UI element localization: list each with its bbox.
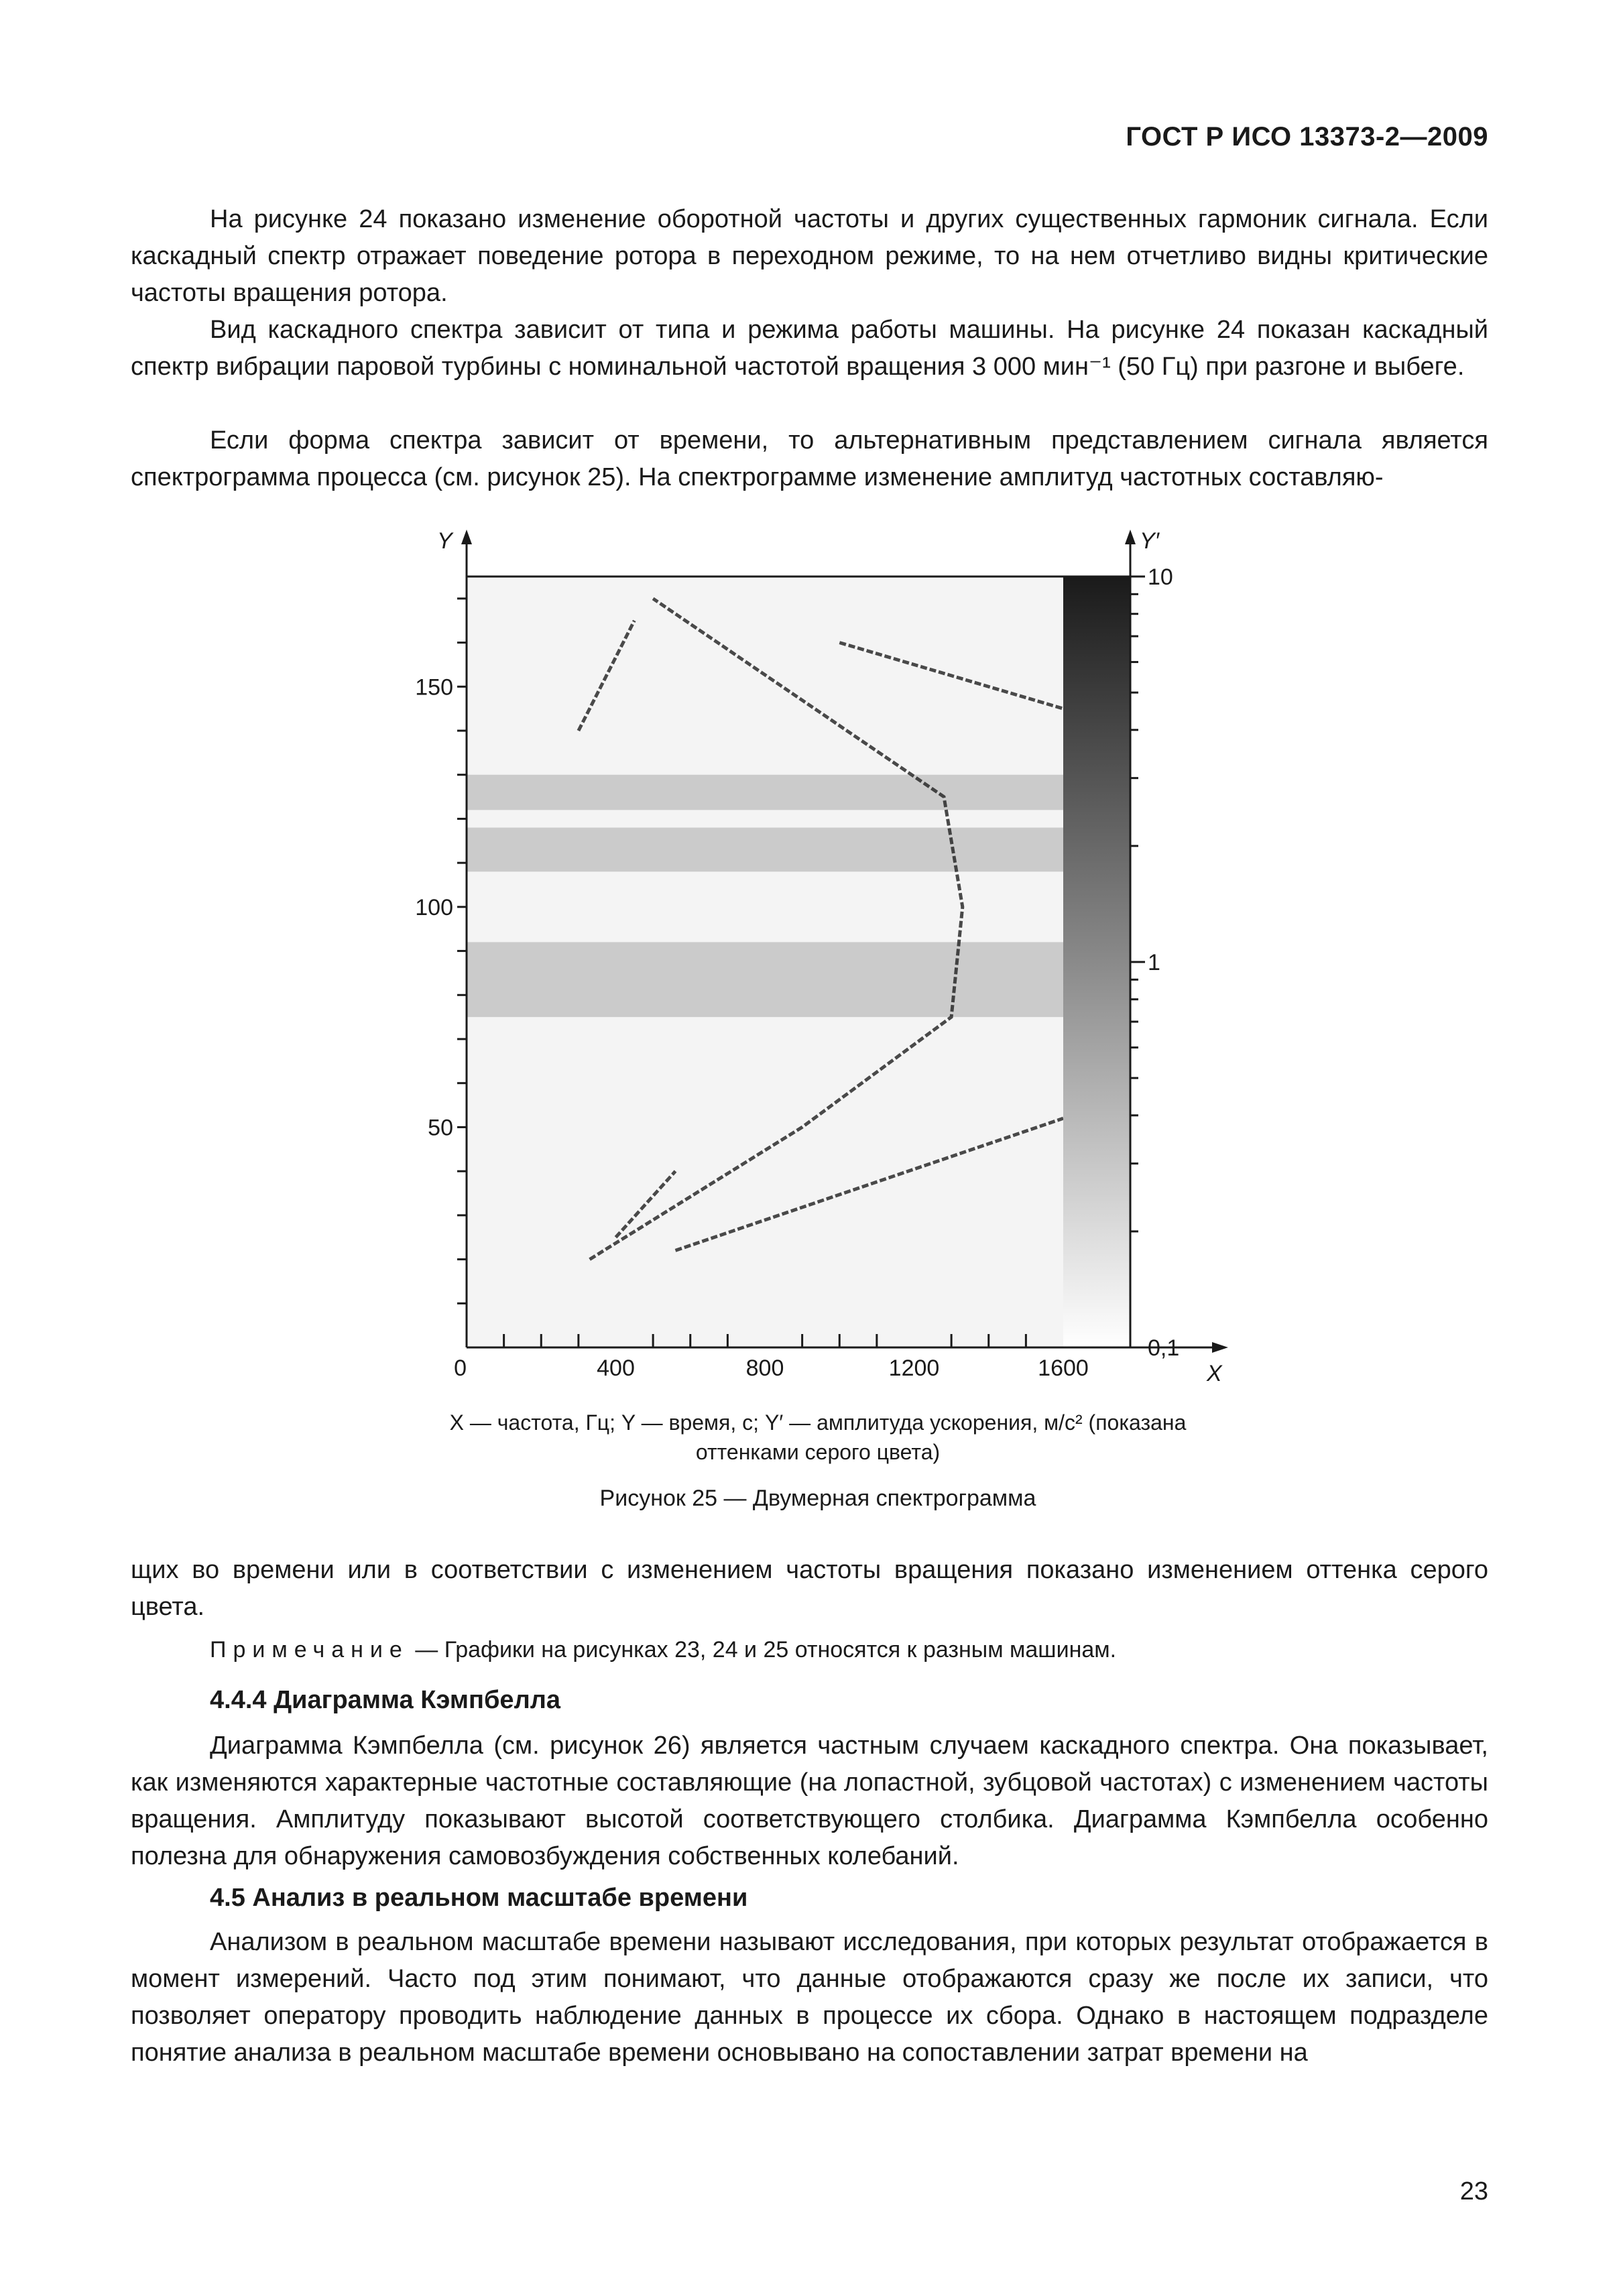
x-axis-name: X: [1207, 1361, 1222, 1386]
colorbar-tick-label: 10: [1148, 564, 1173, 590]
y-tick-label: 150: [415, 674, 453, 701]
section-heading-444: 4.4.4 Диаграмма Кэмпбелла: [210, 1686, 560, 1714]
paragraph-2: Вид каскадного спектра зависит от типа и режима работы машины. На рисунке 24 показан каскадный спектр вибрации паровой турбины с номинальной частотой вращения 3 000 мин⁻¹ (50 Гц) при разгоне и выбеге.: [131, 316, 1488, 381]
note: [210, 1637, 1116, 1663]
section-45-text: Анализом в реальном масштабе времени называют исследования, при которых результат отображается в момент измерений. Часто под этим понимают, что данные отображаются сразу же после их записи, что позволяет оператору проводить наблюдение данных в процессе их сбора. Однако в настоящем подразделе понятие анализа в реальном масштабе времени основывано на сопоставлении затрат времени на: [131, 1928, 1488, 2067]
paragraph-3: Если форма спектра зависит от времени, то альтернативным представлением сигнала является спектрограмма процесса (см. рисунок 25). На спектрограмме изменение амплитуд частотных составляю-: [131, 426, 1488, 491]
section-heading-45: 4.5 Анализ в реальном масштабе времени: [210, 1884, 748, 1912]
note-label: Примечание: [210, 1637, 409, 1663]
colorbar: [1063, 577, 1130, 1347]
x-axis-arrow: [1212, 1342, 1228, 1353]
paragraph-1: На рисунке 24 показано изменение оборотной частоты и других существенных гармоник сигнала. Если каскадный спектр отражает поведение ротора в переходном режиме, то на нем отчетливо видны критические частоты вращения ротора.: [131, 205, 1488, 307]
x-tick-label: 1600: [1038, 1355, 1089, 1381]
section-444-text: Диаграмма Кэмпбелла (см. рисунок 26) является частным случаем каскадного спектра. Она показывает, как изменяются характерные частотные составляющие (на лопастной, зубцовой частотах) с изменением частоты вращения. Амплитуду показывают высотой соответствующего столбика. Диаграмма Кэмпбелла особенно полезна для обнаружения самовозбуждения собственных колебаний.: [131, 1732, 1488, 1870]
intensity-band-2: [467, 775, 1063, 810]
note-text: — Графики на рисунках 23, 24 и 25 относятся к разным машинам.: [408, 1637, 1117, 1663]
x-tick-label: 0: [454, 1355, 467, 1381]
colorbar-ticks: [1130, 564, 1179, 1361]
document-header: ГОСТ Р ИСО 13373-2—2009: [1126, 122, 1488, 152]
x-tick-label: 800: [745, 1355, 784, 1381]
intensity-band-1: [467, 828, 1063, 872]
intensity-band-0: [467, 942, 1063, 1017]
y-tick-label: 100: [415, 894, 453, 920]
spectrogram-figure: [375, 530, 1274, 1408]
y-tick-label: 50: [428, 1115, 453, 1141]
colorbar-axis-name: Y′: [1140, 530, 1160, 554]
x-tick-label: 400: [597, 1355, 635, 1381]
page-number: 23: [1459, 2177, 1488, 2206]
figure-legend-line-2: оттенками серого цвета): [695, 1440, 941, 1464]
y-axis-name: Y: [437, 530, 453, 554]
figure-title: Рисунок 25 — Двумерная спектрограмма: [599, 1486, 1036, 1511]
colorbar-tick-label: 1: [1148, 950, 1160, 975]
y-axis-arrow: [461, 530, 472, 544]
y-ticks: [415, 599, 467, 1303]
figure-legend-line-1: X — частота, Гц; Y — время, с; Y′ — амплитуда ускорения, м/с² (показана: [449, 1410, 1187, 1435]
colorbar-tick-label: 0,1: [1148, 1335, 1180, 1361]
paragraph-4: щих во времени или в соответствии с изменением частоты вращения показано изменением оттенка серого цвета.: [131, 1556, 1488, 1621]
colorbar-axis-arrow: [1125, 530, 1136, 544]
x-tick-label: 1200: [888, 1355, 940, 1381]
